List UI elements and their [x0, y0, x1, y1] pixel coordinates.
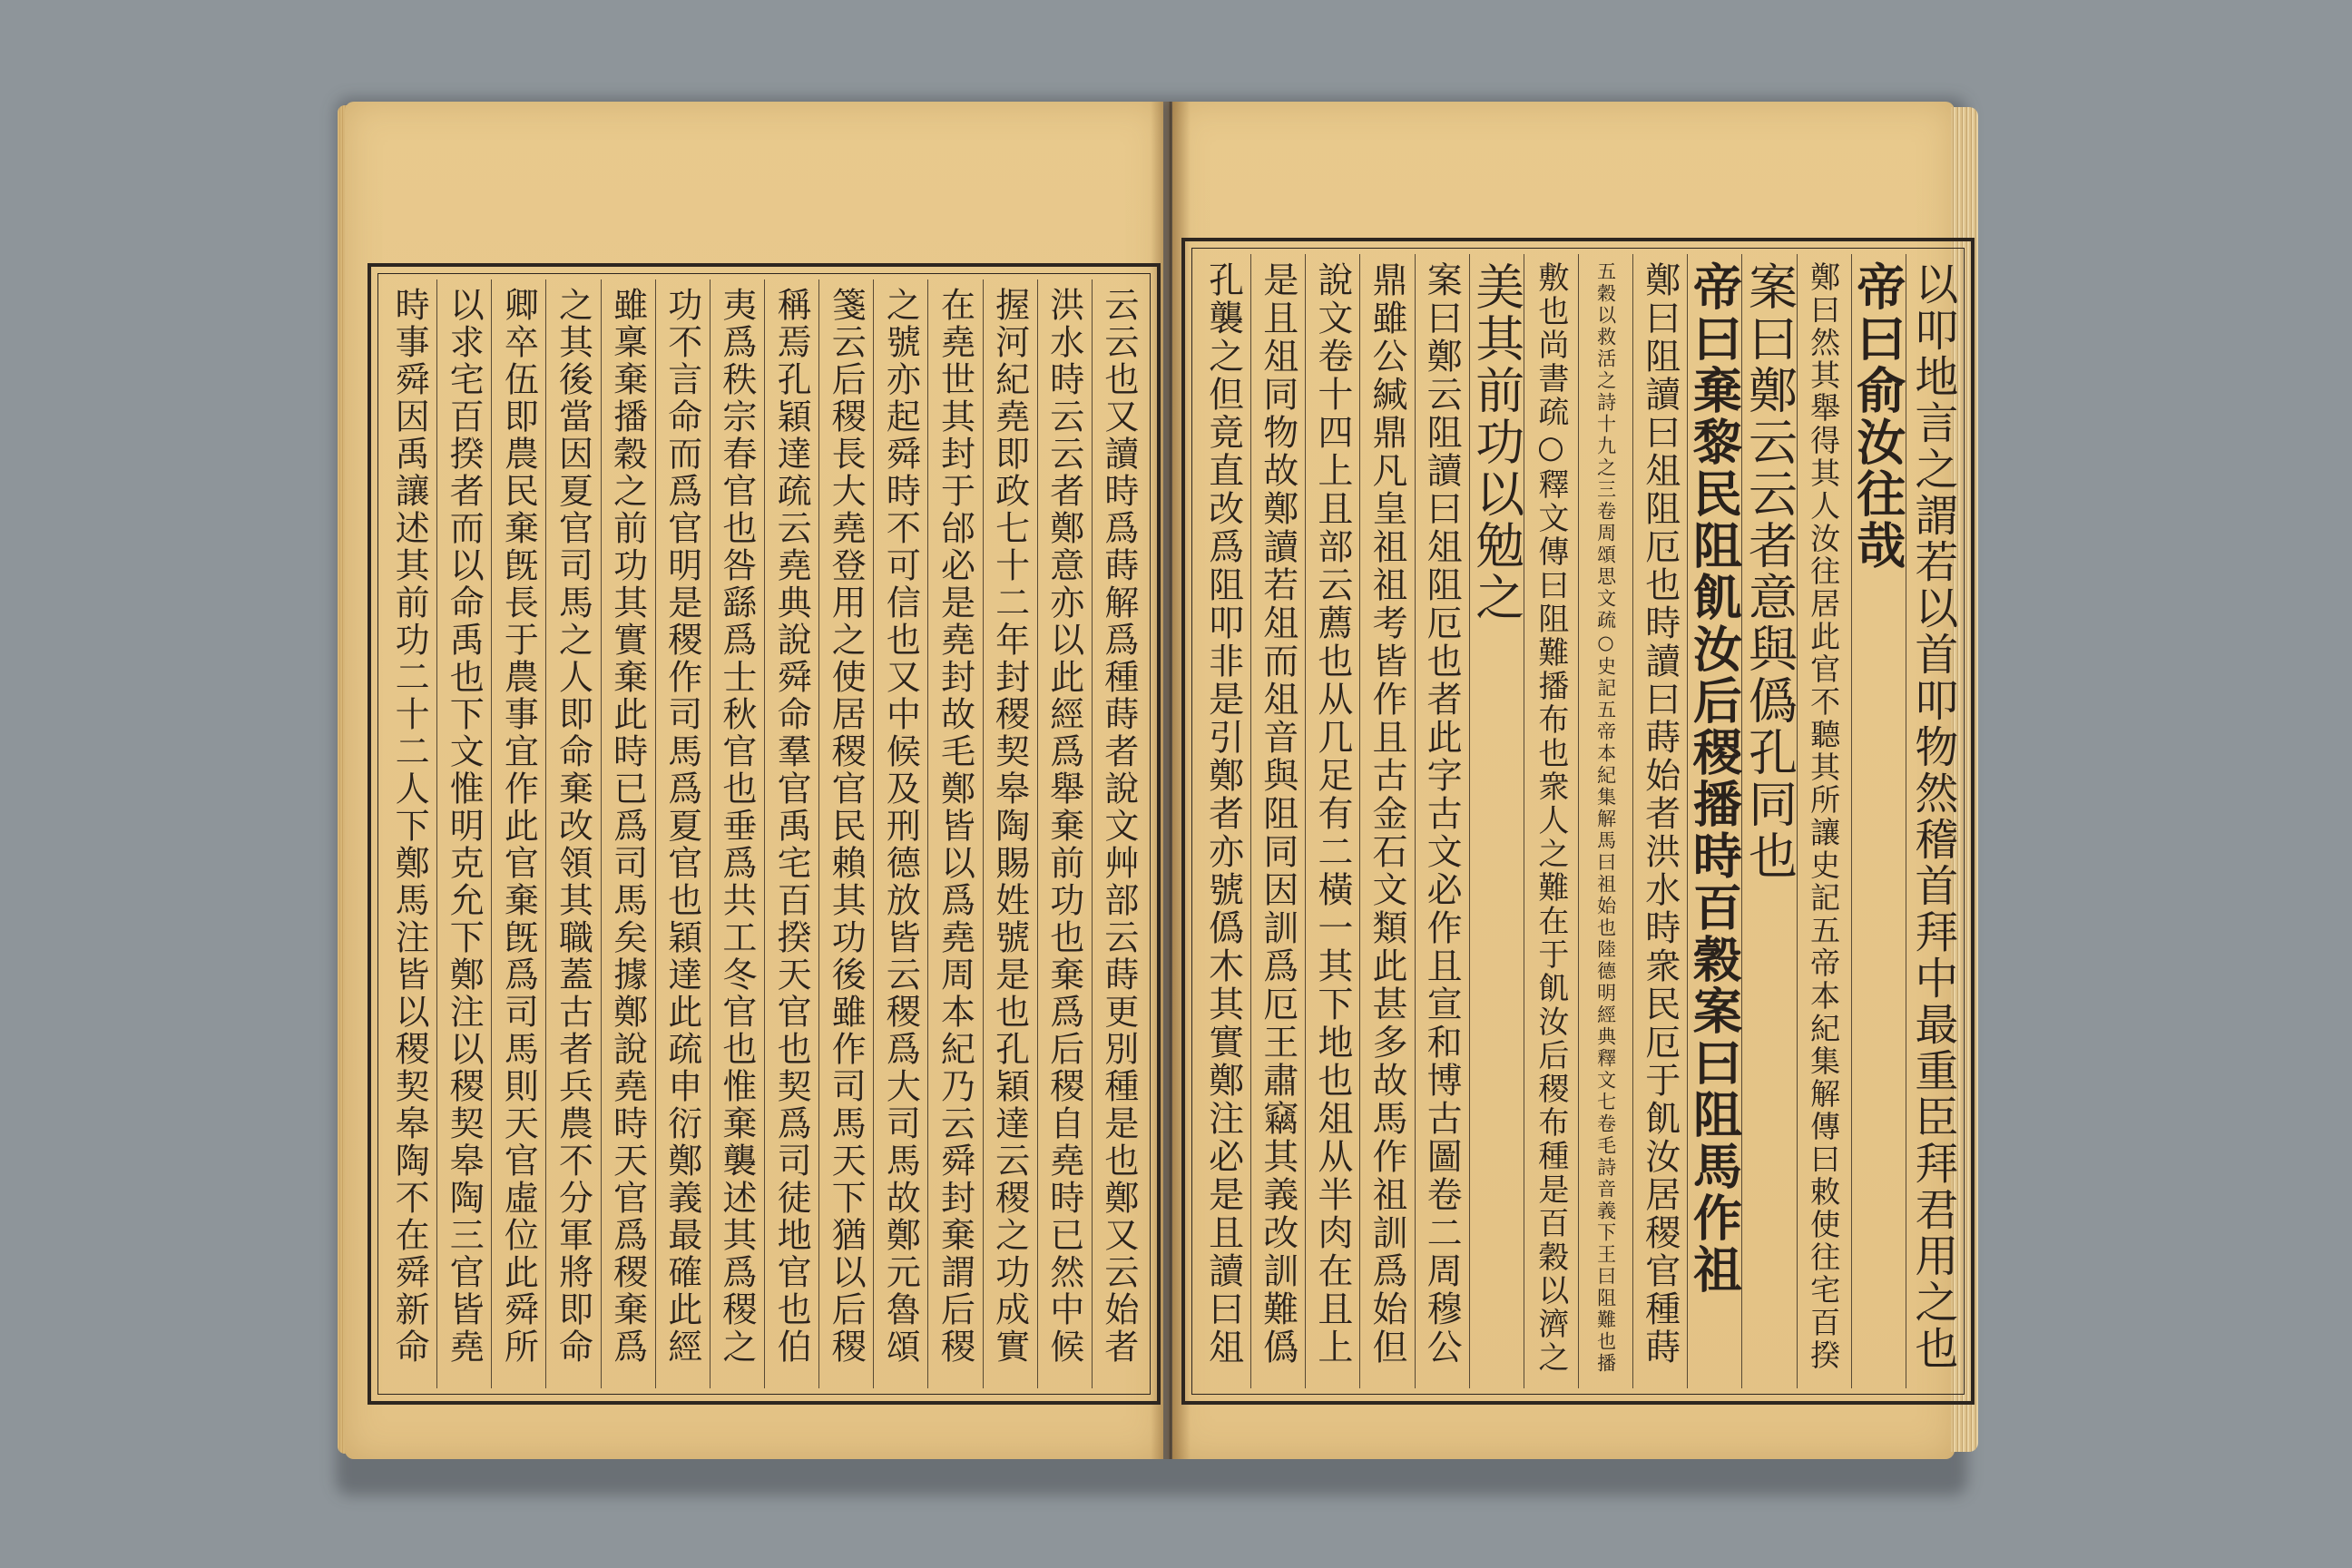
column-rule [1305, 254, 1306, 1388]
column-rule [764, 279, 765, 1388]
text-column: 以叩地言之謂若以首叩物然稽首拜中最重臣拜君用之也 [1906, 261, 1958, 1372]
text-column: 在堯世其封于邰必是堯封故毛鄭皆以爲堯周本紀乃云舜封棄謂后稷 [935, 287, 975, 1366]
text-column: 案曰鄭云阻讀曰俎阻厄也者此字古文必作且宣和博古圖卷二周穆公 [1421, 261, 1463, 1367]
column-rule [1037, 279, 1038, 1388]
column-rule [655, 279, 656, 1388]
text-column: 帝曰棄黎民阻飢汝后稷播時百穀案曰阻馬作祖 [1685, 261, 1744, 1296]
text-column: 是且俎同物故鄭讀若俎而俎音與阻同因訓爲厄王肅竊其義改訓難僞 [1257, 261, 1298, 1367]
column-rule [1092, 279, 1093, 1388]
column-rule [1469, 254, 1470, 1388]
text-column: 之其後當因夏官司馬之人即命棄改領其職蓋古者兵農不分軍將即命 [553, 287, 593, 1366]
column-rule [1851, 254, 1852, 1388]
text-column: 云云也又讀時爲蒔解爲種蒔者說文艸部云蒔更別種是也鄭又云始者 [1098, 287, 1139, 1366]
column-rule [436, 279, 437, 1388]
text-column: 孔襲之但竟直改爲阻叩非是引鄭者亦號僞木其實鄭注必是且讀曰俎 [1202, 261, 1244, 1367]
right-text-frame [1181, 238, 1975, 1405]
column-rule [545, 279, 546, 1388]
text-column: 時事舜因禹讓述其前功二十二人下鄭馬注皆以稷契皋陶不在舜新命 [389, 287, 430, 1366]
text-column: 功不言命而爲官明是稷作司馬爲夏官也穎達此疏申衍鄭義最確此經 [662, 287, 702, 1366]
text-column: 帝曰俞汝往哉 [1848, 261, 1907, 572]
text-column: 夷爲秩宗春官也咎繇爲士秋官也垂爲共工冬官也惟棄襲述其爲稷之 [716, 287, 757, 1366]
text-column: 鄭曰然其舉得其人汝往居此官不聽其所讓史記五帝本紀集解傳曰敕使往宅百揆 [1806, 261, 1842, 1372]
text-column: 洪水時云云者鄭意亦以此經爲舉棄前功也棄爲后稷自堯時已然中候 [1044, 287, 1084, 1366]
text-column: 卿卒伍即農民棄旣長于農事宜作此官棄旣爲司馬則天官虛位此舜所 [498, 287, 539, 1366]
column-rule [983, 279, 984, 1388]
column-rule [1250, 254, 1251, 1388]
text-column: 以求宅百揆者而以命禹也下文惟明克允下鄭注以稷契皋陶三官皆堯 [444, 287, 485, 1366]
column-rule [1632, 254, 1633, 1388]
text-column: 鄭曰阻讀曰俎阻厄也時讀曰蒔始者洪水時衆民厄于飢汝居稷官種蒔 [1639, 261, 1681, 1367]
text-column: 鼎雖公緘鼎凡皇祖祖考皆作且古金石文類此甚多故馬作祖訓爲始但 [1367, 261, 1407, 1367]
text-column: 之號亦起舜時不可信也又中候及刑德放皆云稷爲大司馬故鄭元魯頌 [880, 287, 921, 1366]
column-rule [1415, 254, 1416, 1388]
column-rule [873, 279, 874, 1388]
text-column: 案曰鄭云云者意與僞孔同也 [1740, 261, 1798, 882]
column-rule [1359, 254, 1360, 1388]
column-rule [818, 279, 819, 1388]
text-column: 雖稟棄播穀之前功其實棄此時已爲司馬矣據鄭說堯時天官爲稷棄爲 [607, 287, 648, 1366]
left-text-frame [368, 263, 1161, 1405]
text-column: 美其前功以勉之 [1467, 261, 1525, 623]
column-rule [1578, 254, 1579, 1388]
column-rule [601, 279, 602, 1388]
text-column: 箋云后稷長大堯登用之使居稷官民賴其功後雖作司馬天下猶以后稷 [826, 287, 867, 1366]
text-column: 說文卷十四上且部云薦也从几足有二橫一其下地也俎从半肉在且上 [1311, 261, 1353, 1367]
text-column: 稱焉孔穎達疏云堯典說舜命羣官禹宅百揆天官也契爲司徒地官也伯 [771, 287, 812, 1366]
column-rule [1687, 254, 1688, 1388]
text-column: 握河紀堯即政七十二年封稷契皋陶賜姓號是也孔穎達云稷之功成實 [989, 287, 1030, 1366]
text-column: 敷也尚書疏○釋文傳曰阻難播布也衆人之難在于飢汝后稷布種是百穀以濟之 [1532, 261, 1569, 1375]
text-column: 五穀以救活之詩十九之三卷周頌思文疏○史記五帝本紀集解馬曰祖始也陸德明經典釋文七卷毛詩音義下王曰阻難也播 [1594, 261, 1617, 1375]
column-rule [491, 279, 492, 1388]
column-rule [927, 279, 928, 1388]
